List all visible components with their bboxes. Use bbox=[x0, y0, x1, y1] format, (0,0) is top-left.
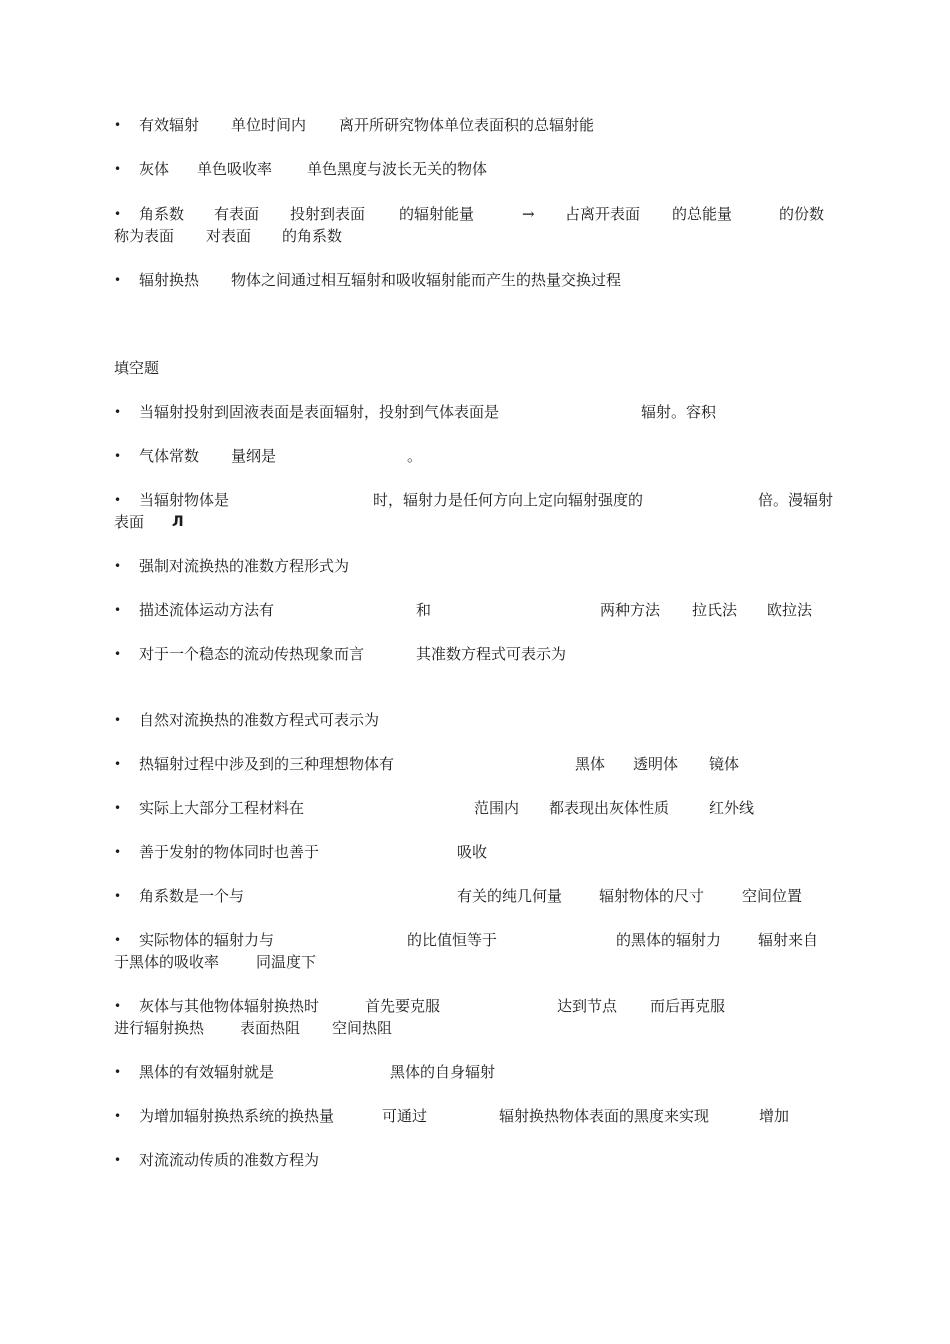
question-text: 对于一个稳态的流动传热现象而言 bbox=[139, 645, 365, 663]
question-text: 其准数方程式可表示为 bbox=[416, 645, 567, 663]
section-title: 填空题 bbox=[114, 359, 160, 377]
definition-text: 称为表面 bbox=[114, 227, 175, 245]
bullet: • bbox=[114, 999, 122, 1013]
bullet: • bbox=[114, 273, 122, 287]
answer-text: 同温度下 bbox=[256, 953, 317, 971]
definition-text: 的角系数 bbox=[282, 227, 343, 245]
question-text: 热辐射过程中涉及到的三种理想物体有 bbox=[139, 755, 395, 773]
answer-text: 透明体 bbox=[633, 755, 679, 773]
answer-text: 于黑体的吸收率 bbox=[114, 953, 220, 971]
bullet: • bbox=[114, 493, 122, 507]
question-text: 当辐射物体是 bbox=[139, 491, 230, 509]
answer-text: 欧拉法 bbox=[767, 601, 813, 619]
bullet: • bbox=[114, 559, 122, 573]
bullet: • bbox=[114, 603, 122, 617]
question-text: 达到节点 bbox=[557, 997, 618, 1015]
question-text: 的黑体的辐射力 bbox=[616, 931, 722, 949]
question-text: 角系数是一个与 bbox=[139, 887, 245, 905]
question-text: 对流流动传质的准数方程为 bbox=[139, 1151, 320, 1169]
answer-text: 增加 bbox=[759, 1107, 790, 1125]
bullet: • bbox=[114, 647, 122, 661]
question-text: 而后再克服 bbox=[650, 997, 726, 1015]
answer-text: 黑体 bbox=[575, 755, 606, 773]
definition-text: 离开所研究物体单位表面积的总辐射能 bbox=[339, 116, 595, 134]
definition-text: 占离开表面 bbox=[565, 205, 641, 223]
definition-text: 有表面 bbox=[214, 205, 260, 223]
question-text: 实际物体的辐射力与 bbox=[139, 931, 275, 949]
bullet: • bbox=[114, 757, 122, 771]
answer-text: 红外线 bbox=[709, 799, 755, 817]
bullet: • bbox=[114, 713, 122, 727]
bullet: • bbox=[114, 801, 122, 815]
pi-glyph: Л bbox=[172, 514, 184, 530]
question-text: 辐射换热物体表面的黑度来实现 bbox=[499, 1107, 710, 1125]
question-text: 黑体的有效辐射就是 bbox=[139, 1063, 275, 1081]
answer-text: 辐射。容积 bbox=[641, 403, 717, 421]
definition-text: 单色黑度与波长无关的物体 bbox=[307, 160, 488, 178]
question-text: 时，辐射力是任何方向上定向辐射强度的 bbox=[373, 491, 644, 509]
question-text: 倍。漫辐射 bbox=[758, 491, 834, 509]
question-text: 描述流体运动方法有 bbox=[139, 601, 275, 619]
bullet: • bbox=[114, 449, 122, 463]
bullet: • bbox=[114, 405, 122, 419]
bullet: • bbox=[114, 1065, 122, 1079]
question-text: 表面 bbox=[114, 513, 145, 531]
definition-text: 的辐射能量 bbox=[399, 205, 475, 223]
definition-text: 物体之间通过相互辐射和吸收辐射能而产生的热量交换过程 bbox=[231, 271, 622, 289]
definition-text: 单色吸收率 bbox=[197, 160, 273, 178]
question-text: 气体常数 bbox=[139, 447, 200, 465]
question-text: 为增加辐射换热系统的换热量 bbox=[139, 1107, 335, 1125]
answer-text: 表面热阻 bbox=[240, 1019, 301, 1037]
answer-text: 辐射物体的尺寸 bbox=[599, 887, 705, 905]
term-effective-radiation: 有效辐射 bbox=[139, 116, 200, 134]
arrow-symbol: → bbox=[522, 205, 535, 223]
term-radiative-exchange: 辐射换热 bbox=[139, 271, 200, 289]
question-text: 的比值恒等于 bbox=[407, 931, 498, 949]
question-text: 进行辐射换热 bbox=[114, 1019, 205, 1037]
bullet: • bbox=[114, 118, 122, 132]
bullet: • bbox=[114, 933, 122, 947]
answer-text: 吸收 bbox=[457, 843, 488, 861]
bullet: • bbox=[114, 889, 122, 903]
bullet: • bbox=[114, 1153, 122, 1167]
question-text: 灰体与其他物体辐射换热时 bbox=[139, 997, 320, 1015]
question-text: 可通过 bbox=[382, 1107, 428, 1125]
answer-text: 辐射来自 bbox=[758, 931, 819, 949]
definition-text: 单位时间内 bbox=[231, 116, 307, 134]
question-text: 两种方法 bbox=[600, 601, 661, 619]
question-text: 实际上大部分工程材料在 bbox=[139, 799, 305, 817]
answer-text: 黑体的自身辐射 bbox=[390, 1063, 496, 1081]
question-text: 有关的纯几何量 bbox=[457, 887, 563, 905]
question-text: 都表现出灰体性质 bbox=[549, 799, 670, 817]
question-text: 强制对流换热的准数方程形式为 bbox=[139, 557, 350, 575]
question-text: 当辐射投射到固液表面是表面辐射，投射到气体表面是 bbox=[139, 403, 500, 421]
answer-text: 拉氏法 bbox=[692, 601, 738, 619]
definition-text: 投射到表面 bbox=[290, 205, 366, 223]
bullet: • bbox=[114, 207, 122, 221]
question-text: 善于发射的物体同时也善于 bbox=[139, 843, 320, 861]
answer-text: 空间热阻 bbox=[332, 1019, 393, 1037]
bullet: • bbox=[114, 162, 122, 176]
bullet: • bbox=[114, 1109, 122, 1123]
definition-text: 对表面 bbox=[206, 227, 252, 245]
question-text: 范围内 bbox=[474, 799, 520, 817]
question-text: 。 bbox=[407, 447, 423, 465]
question-text: 和 bbox=[416, 601, 432, 619]
term-gray-body: 灰体 bbox=[139, 160, 170, 178]
term-view-factor: 角系数 bbox=[139, 205, 185, 223]
bullet: • bbox=[114, 845, 122, 859]
definition-text: 的总能量 bbox=[672, 205, 733, 223]
question-text: 量纲是 bbox=[231, 447, 277, 465]
answer-text: 镜体 bbox=[709, 755, 740, 773]
question-text: 自然对流换热的准数方程式可表示为 bbox=[139, 711, 380, 729]
answer-text: 空间位置 bbox=[742, 887, 803, 905]
definition-text: 的份数 bbox=[779, 205, 825, 223]
question-text: 首先要克服 bbox=[365, 997, 441, 1015]
